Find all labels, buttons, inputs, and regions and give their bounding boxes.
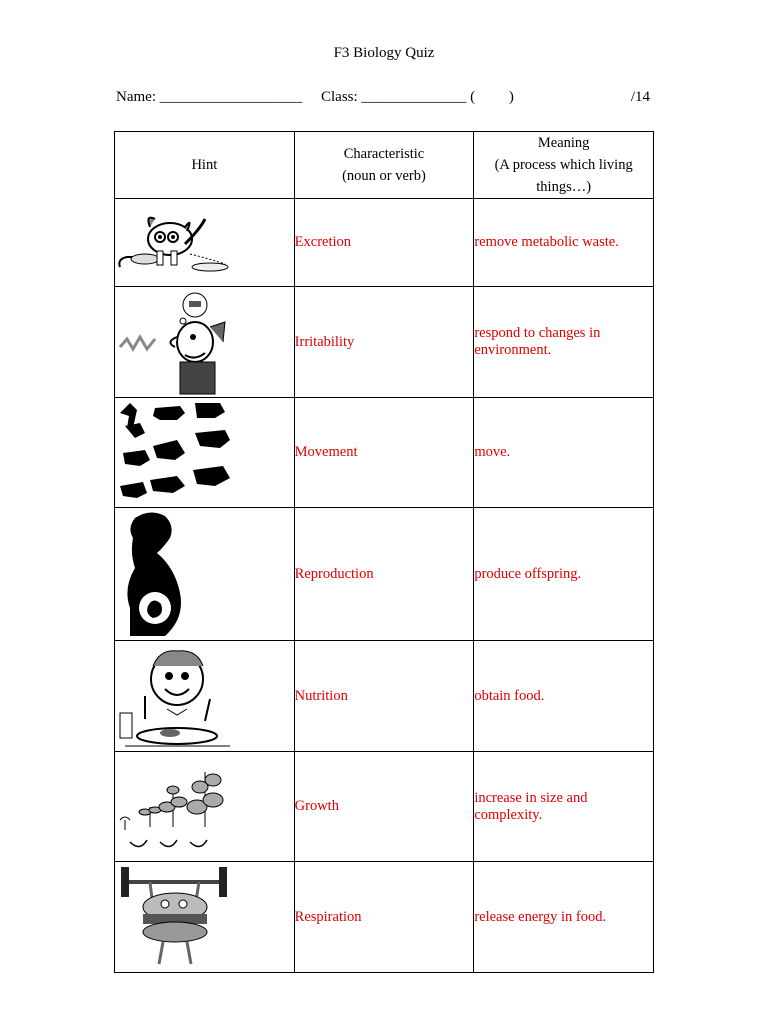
hint-cell bbox=[115, 752, 295, 862]
table-row bbox=[115, 199, 654, 287]
header-characteristic-line2: (noun or verb) bbox=[342, 168, 426, 184]
meaning-cell: release energy in food. bbox=[474, 862, 654, 973]
score-total: /14 bbox=[630, 89, 650, 105]
meaning-cell: move. bbox=[474, 398, 654, 508]
class-label: Class: bbox=[320, 89, 358, 105]
characteristic-cell: Excretion bbox=[294, 199, 474, 287]
table-row bbox=[115, 752, 654, 862]
hint-cell bbox=[115, 287, 295, 398]
class-blank: ______________ bbox=[361, 89, 467, 105]
page-title: F3 Biology Quiz bbox=[333, 45, 435, 61]
hint-cell bbox=[115, 398, 295, 508]
hint-cell bbox=[115, 641, 295, 752]
characteristic-cell: Respiration bbox=[294, 862, 474, 973]
characteristic-cell: Reproduction bbox=[294, 508, 474, 641]
header-hint: Hint bbox=[115, 132, 295, 199]
meaning-cell: produce offspring. bbox=[474, 508, 654, 641]
meaning-cell: respond to changes in environment. bbox=[474, 287, 654, 398]
burger-weightlifter-icon bbox=[115, 862, 234, 972]
table-row bbox=[115, 641, 654, 752]
hint-cell bbox=[115, 862, 295, 973]
header-characteristic bbox=[294, 132, 474, 199]
dog-urinating-icon bbox=[115, 199, 234, 286]
table-row bbox=[115, 508, 654, 641]
meaning-cell: obtain food. bbox=[474, 641, 654, 752]
name-label: Name: bbox=[116, 89, 156, 105]
table-row bbox=[115, 287, 654, 398]
header-meaning bbox=[474, 132, 654, 199]
header-characteristic-line1: Characteristic bbox=[343, 146, 425, 162]
hint-cell bbox=[115, 199, 295, 287]
shocked-man-icon bbox=[115, 287, 234, 397]
characteristic-cell: Growth bbox=[294, 752, 474, 862]
name-blank: ___________________ bbox=[159, 89, 303, 105]
student-info-line bbox=[116, 89, 650, 106]
class-number-paren: ( ) bbox=[470, 89, 514, 105]
eating-boy-icon bbox=[115, 641, 234, 751]
growing-plants-icon bbox=[115, 752, 234, 861]
table-row bbox=[115, 398, 654, 508]
characteristic-cell: Movement bbox=[294, 398, 474, 508]
pregnant-woman-icon bbox=[115, 508, 234, 640]
meaning-cell: increase in size and complexity. bbox=[474, 752, 654, 862]
running-horses-icon bbox=[115, 398, 234, 507]
table-row bbox=[115, 862, 654, 973]
header-meaning-line1: Meaning bbox=[537, 135, 590, 151]
characteristics-table bbox=[114, 131, 654, 973]
meaning-cell: remove metabolic waste. bbox=[474, 199, 654, 287]
hint-cell bbox=[115, 508, 295, 641]
header-meaning-line2: (A process which living things…) bbox=[494, 157, 633, 195]
characteristic-cell: Nutrition bbox=[294, 641, 474, 752]
characteristic-cell: Irritability bbox=[294, 287, 474, 398]
table-header-row bbox=[115, 132, 654, 199]
